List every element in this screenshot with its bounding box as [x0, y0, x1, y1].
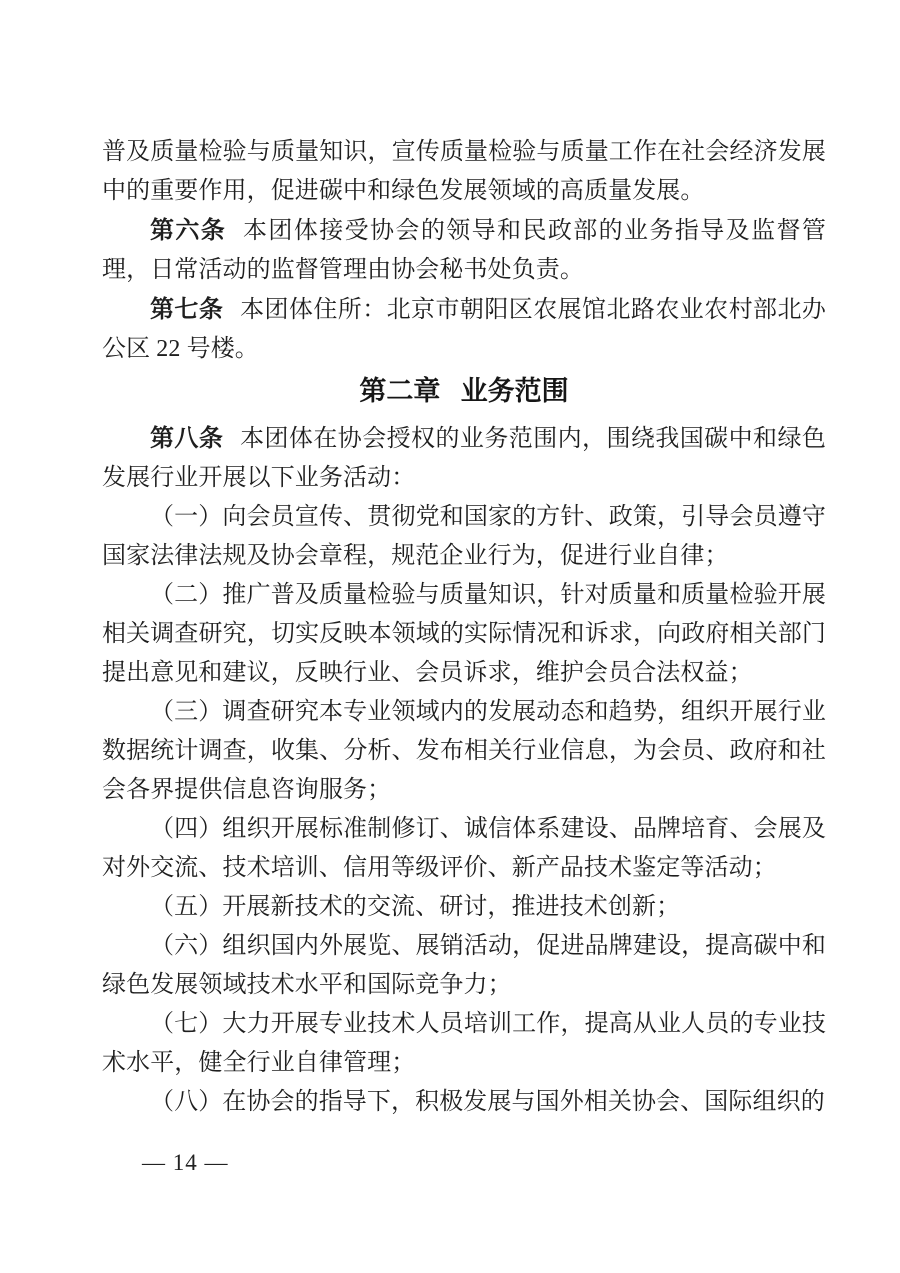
paragraph-text: （四）组织开展标准制修订、诚信体系建设、品牌培育、会展及对外交流、技术培训、信用等级评价、新产品技术鉴定等活动； — [102, 816, 826, 881]
paragraph-item-2 — [102, 576, 826, 693]
paragraph-item-6 — [102, 927, 826, 1005]
chapter-title: 业务范围 — [460, 376, 569, 406]
paragraph-text: （一）向会员宣传、贯彻党和国家的方针、政策，引导会员遵守国家法律法规及协会章程，规范企业行为，促进行业自律； — [102, 504, 826, 569]
paragraph-item-8 — [102, 1083, 826, 1122]
paragraph-article-7 — [102, 290, 826, 369]
paragraph-item-7 — [102, 1005, 826, 1083]
article-label: 第六条 — [150, 217, 227, 244]
article-label: 第八条 — [150, 425, 224, 452]
paragraph-item-5 — [102, 888, 826, 927]
paragraph-text: 普及质量检验与质量知识，宣传质量检验与质量工作在社会经济发展中的重要作用，促进碳中和绿色发展领域的高质量发展。 — [102, 139, 826, 204]
paragraph-text: 本团体接受协会的领导和民政部的业务指导及监督管理，日常活动的监督管理由协会秘书处负责。 — [102, 218, 826, 283]
paragraph-text: （八）在协会的指导下，积极发展与国外相关协会、国际组织的 — [150, 1089, 825, 1115]
paragraph-text: （六）组织国内外展览、展销活动，促进品牌建设，提高碳中和绿色发展领域技术水平和国际竞争力； — [102, 933, 826, 998]
document-body — [102, 133, 826, 1122]
paragraph-text: 本团体住所：北京市朝阳区农展馆北路农业农村部北办公区 22 号楼。 — [102, 297, 826, 362]
page-number: — 14 — — [142, 1150, 229, 1175]
paragraph-item-1 — [102, 498, 826, 576]
paragraph-item-4 — [102, 810, 826, 888]
paragraph-article-6 — [102, 211, 826, 290]
paragraph-text: （五）开展新技术的交流、研讨，推进技术创新； — [150, 894, 681, 920]
paragraph-article-8 — [102, 419, 826, 498]
paragraph-continued — [102, 133, 826, 211]
article-label: 第七条 — [150, 296, 224, 323]
paragraph-text: 本团体在协会授权的业务范围内，围绕我国碳中和绿色发展行业开展以下业务活动： — [102, 426, 826, 491]
paragraph-text: （二）推广普及质量检验与质量知识，针对质量和质量检验开展相关调查研究，切实反映本领域的实际情况和诉求，向政府相关部门提出意见和建议，反映行业、会员诉求，维护会员合法权益； — [102, 582, 826, 686]
chapter-heading — [102, 371, 826, 411]
paragraph-text: （三）调查研究本专业领域内的发展动态和趋势，组织开展行业数据统计调查，收集、分析、发布相关行业信息，为会员、政府和社会各界提供信息咨询服务； — [102, 699, 826, 803]
paragraph-text: （七）大力开展专业技术人员培训工作，提高从业人员的专业技术水平，健全行业自律管理； — [102, 1011, 826, 1076]
paragraph-item-3 — [102, 693, 826, 810]
chapter-number: 第二章 — [359, 376, 441, 406]
